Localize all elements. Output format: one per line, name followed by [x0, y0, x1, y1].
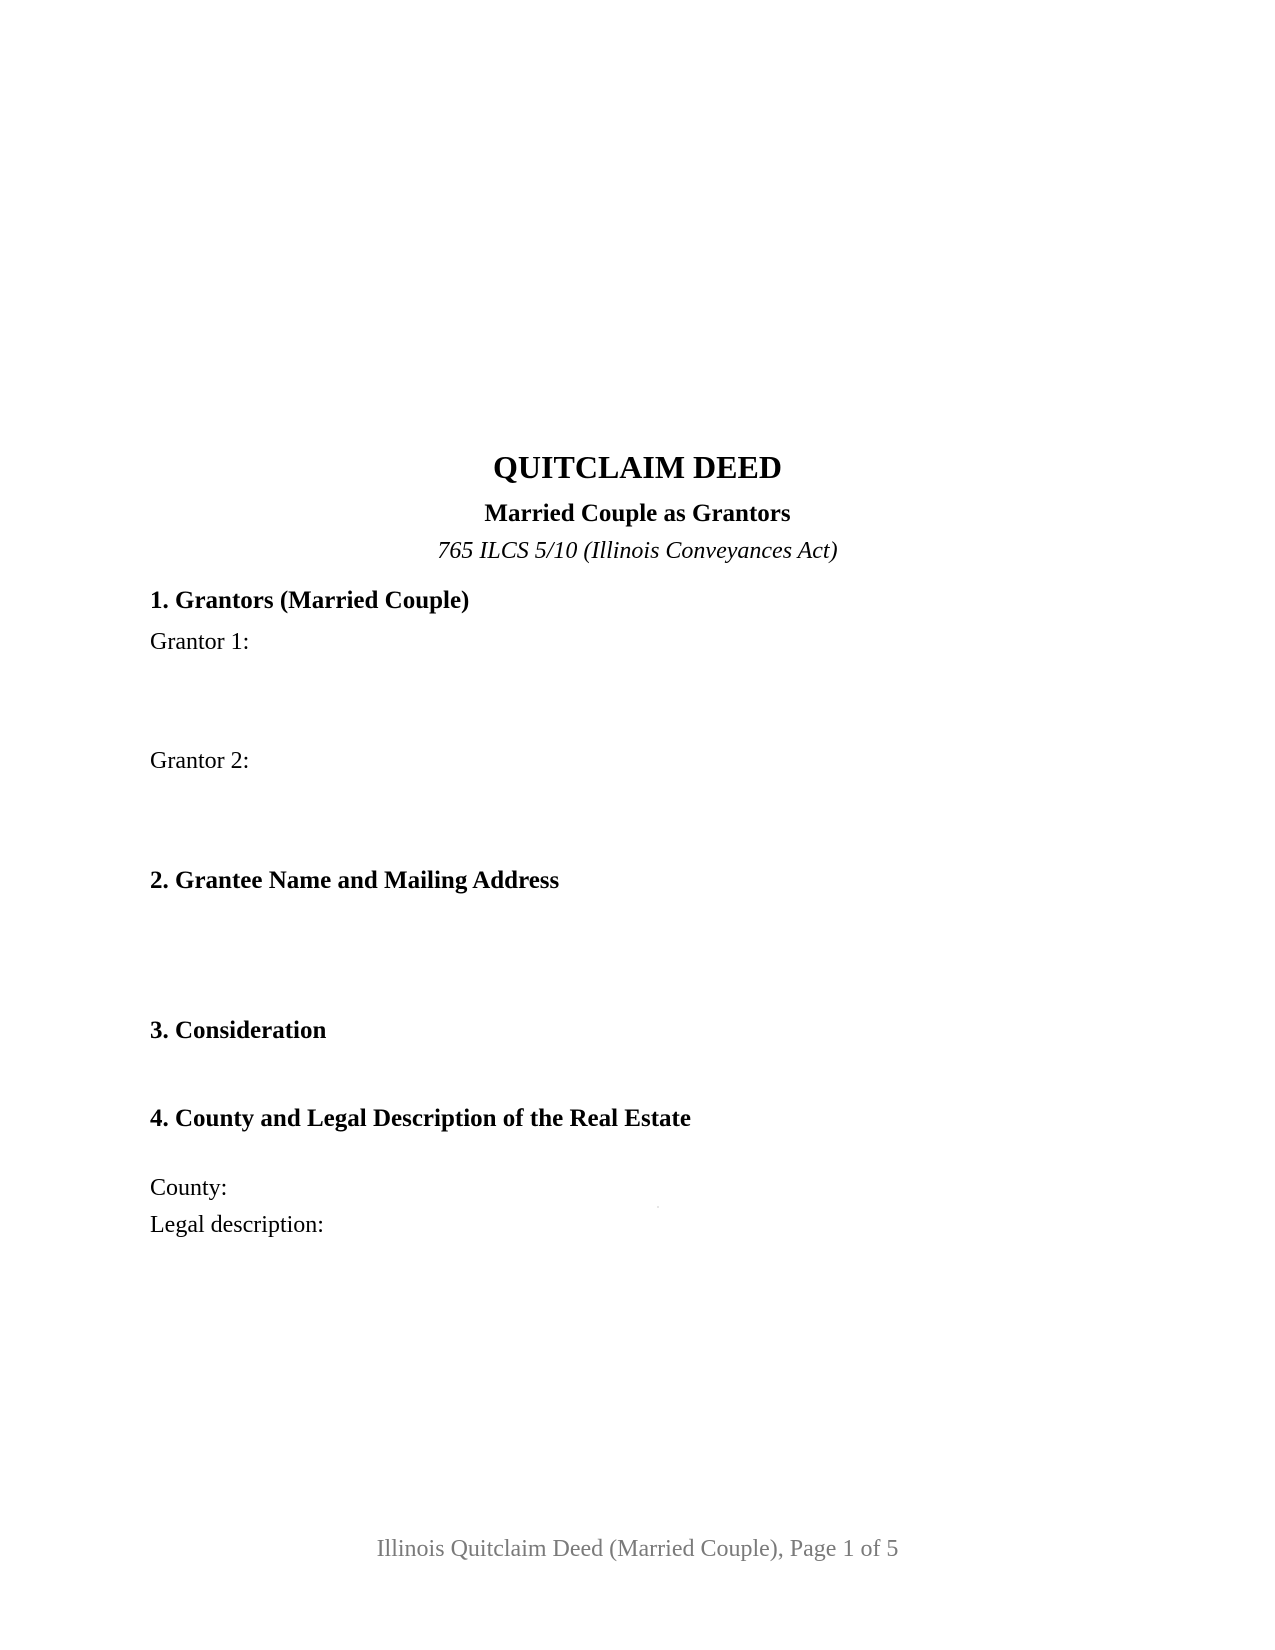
- document-subtitle: Married Couple as Grantors: [484, 500, 791, 527]
- document-title: QUITCLAIM DEED: [493, 449, 782, 485]
- grantor-2-label: Grantor 2:: [150, 748, 250, 774]
- section-heading-consideration: 3. Consideration: [150, 1017, 327, 1044]
- page-footer: Illinois Quitclaim Deed (Married Couple), Page 1 of 5: [376, 1536, 899, 1562]
- county-label: County:: [150, 1175, 228, 1201]
- scan-speck: [657, 1206, 659, 1208]
- section-heading-grantors: 1. Grantors (Married Couple): [150, 587, 470, 614]
- grantor-1-label: Grantor 1:: [150, 629, 250, 655]
- section-heading-real-estate: 4. County and Legal Description of the Real Estate: [150, 1105, 691, 1132]
- section-heading-grantee: 2. Grantee Name and Mailing Address: [150, 867, 560, 894]
- statute-reference: 765 ILCS 5/10 (Illinois Conveyances Act): [437, 538, 838, 564]
- legal-description-label: Legal description:: [150, 1212, 324, 1238]
